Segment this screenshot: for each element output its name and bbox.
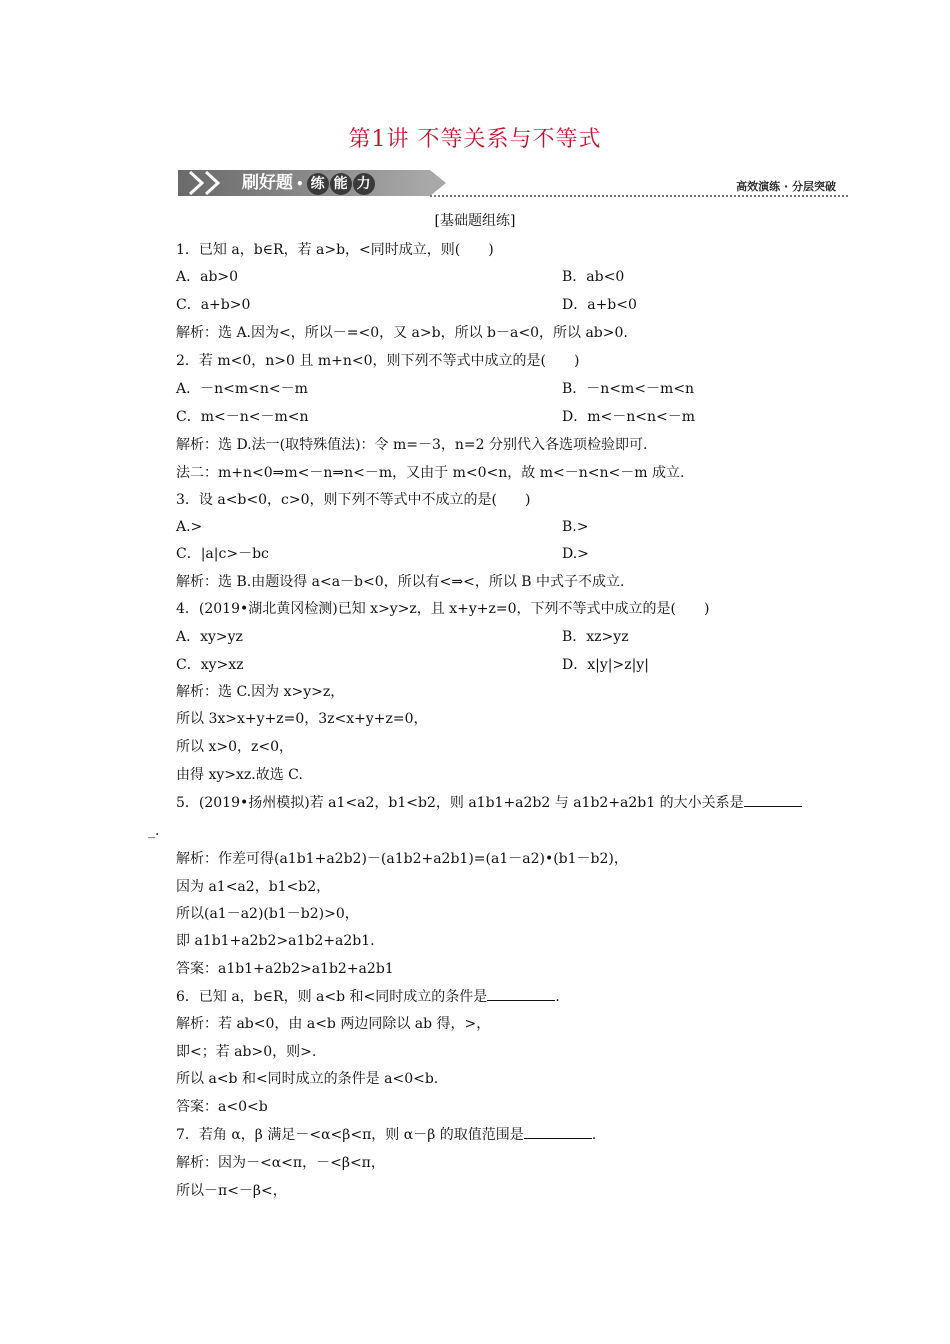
- question-stem: 3．设 a<b<0，c>0，则下列不等式中不成立的是( ): [176, 492, 531, 508]
- banner-dot: •: [296, 177, 304, 191]
- option-c: C．a+b>0: [176, 297, 251, 313]
- question-stem: 1．已知 a，b∈R，若 a>b，<同时成立，则( ): [176, 242, 494, 258]
- document-title: 第1讲 不等关系与不等式: [348, 127, 602, 152]
- option-b: B．xz>yz: [562, 629, 629, 645]
- banner-subtitle: 高效演练 · 分层突破: [736, 180, 836, 193]
- question-stem-end: .: [591, 1127, 597, 1143]
- solution-text: 即<；若 ab>0，则>.: [176, 1044, 317, 1060]
- solution-text: 所以 3x>x+y+z=0，3z<x+y+z=0，: [176, 711, 428, 727]
- question-stem: [176, 986, 560, 1008]
- section-banner: [178, 166, 848, 200]
- question-stem-text: 5．(2019•扬州模拟)若 a1<a2，b1<b2，则 a1b1+a2b2 与 a1b2+a2b1 的大小关系是: [176, 795, 744, 811]
- option-d: D．a+b<0: [562, 297, 637, 313]
- solution-text: 解析：若 ab<0，由 a<b 两边同除以 ab 得，>，: [176, 1016, 491, 1032]
- option-d: D.>: [562, 546, 589, 562]
- solution-text: 所以 x>0，z<0，: [176, 739, 293, 755]
- question-stem: [176, 792, 802, 814]
- question-stem-text: 6．已知 a，b∈R，则 a<b 和<同时成立的条件是: [176, 989, 488, 1005]
- question-stem-end: .: [555, 989, 560, 1005]
- question-stem-text: 7．若角 α，β 满足－<α<β<π，则 α－β 的取值范围是: [176, 1127, 524, 1143]
- solution-text: 所以 a<b 和<同时成立的条件是 a<0<b.: [176, 1071, 439, 1087]
- solution-text: 所以(a1－a2)(b1－b2)>0，: [176, 906, 359, 922]
- solution-text: 解析：作差可得(a1b1+a2b2)－(a1b2+a2b1)=(a1－a2)•(b1－b2)，: [176, 851, 628, 867]
- option-c: C．xy>xz: [176, 657, 244, 673]
- solution-text: 解析：选 B.由题设得 a<a－b<0，所以有<⇒<，所以 B 中式子不成立.: [176, 574, 625, 590]
- option-c: C．m<－n<－m<n: [176, 409, 309, 425]
- answer-text: 答案：a1b1+a2b2>a1b2+a2b1: [176, 961, 394, 977]
- question-stem: 2．若 m<0，n>0 且 m+n<0，则下列不等式中成立的是( ): [176, 353, 580, 369]
- banner-label: [242, 171, 376, 195]
- solution-text: 解析：选 D.法一(取特殊值法)：令 m=－3，n=2 分别代入各选项检验即可.: [176, 437, 648, 453]
- option-a: A．xy>yz: [176, 629, 243, 645]
- option-b: B.>: [562, 519, 589, 535]
- circled-char: 能: [330, 173, 352, 195]
- solution-text: 所以－π<－β<，: [176, 1183, 287, 1199]
- option-d: D．x|y|>z|y|: [562, 657, 649, 673]
- option-d: D．m<－n<n<－m: [562, 409, 695, 425]
- solution-text: 解析：选 C.因为 x>y>z，: [176, 684, 345, 700]
- option-a: A.>: [176, 519, 203, 535]
- solution-text: 解析：选 A.因为<，所以－=<0，又 a>b，所以 b－a<0，所以 ab>0.: [176, 325, 628, 341]
- solution-text: 即 a1b1+a2b2>a1b2+a2b1.: [176, 933, 375, 949]
- solution-text: 法二：m+n<0⇒m<－n⇒n<－m，又由于 m<0<n，故 m<－n<n<－m 成立.: [176, 465, 685, 481]
- circled-char: 练: [307, 173, 329, 195]
- chevron-right-icon: [202, 170, 224, 196]
- answer-blank: [487, 986, 555, 1001]
- answer-blank: [524, 1124, 592, 1139]
- solution-text: 由得 xy>xz.故选 C.: [176, 767, 303, 783]
- question-stem: [176, 1124, 596, 1146]
- answer-blank: [744, 792, 802, 807]
- option-c: C．|a|c>－bc: [176, 546, 269, 562]
- option-b: B．ab<0: [562, 269, 625, 285]
- answer-text: 答案：a<0<b: [176, 1099, 268, 1115]
- question-stem: 4．(2019•湖北黄冈检测)已知 x>y>z，且 x+y+z=0，下列不等式中成立的是( ): [176, 601, 710, 617]
- section-heading: [基础题组练]: [434, 213, 516, 229]
- solution-text: 解析：因为－<α<π，－<β<π，: [176, 1155, 385, 1171]
- option-a: A．ab>0: [176, 269, 239, 285]
- option-a: A．－n<m<n<－m: [176, 381, 308, 397]
- banner-text-main: 刷好题: [242, 173, 293, 193]
- banner-dotted-rule: [430, 195, 848, 197]
- question-stem-tail: _.: [148, 823, 160, 839]
- solution-text: 因为 a1<a2，b1<b2，: [176, 879, 331, 895]
- option-b: B．－n<m<－m<n: [562, 381, 695, 397]
- circled-char: 力: [353, 173, 375, 195]
